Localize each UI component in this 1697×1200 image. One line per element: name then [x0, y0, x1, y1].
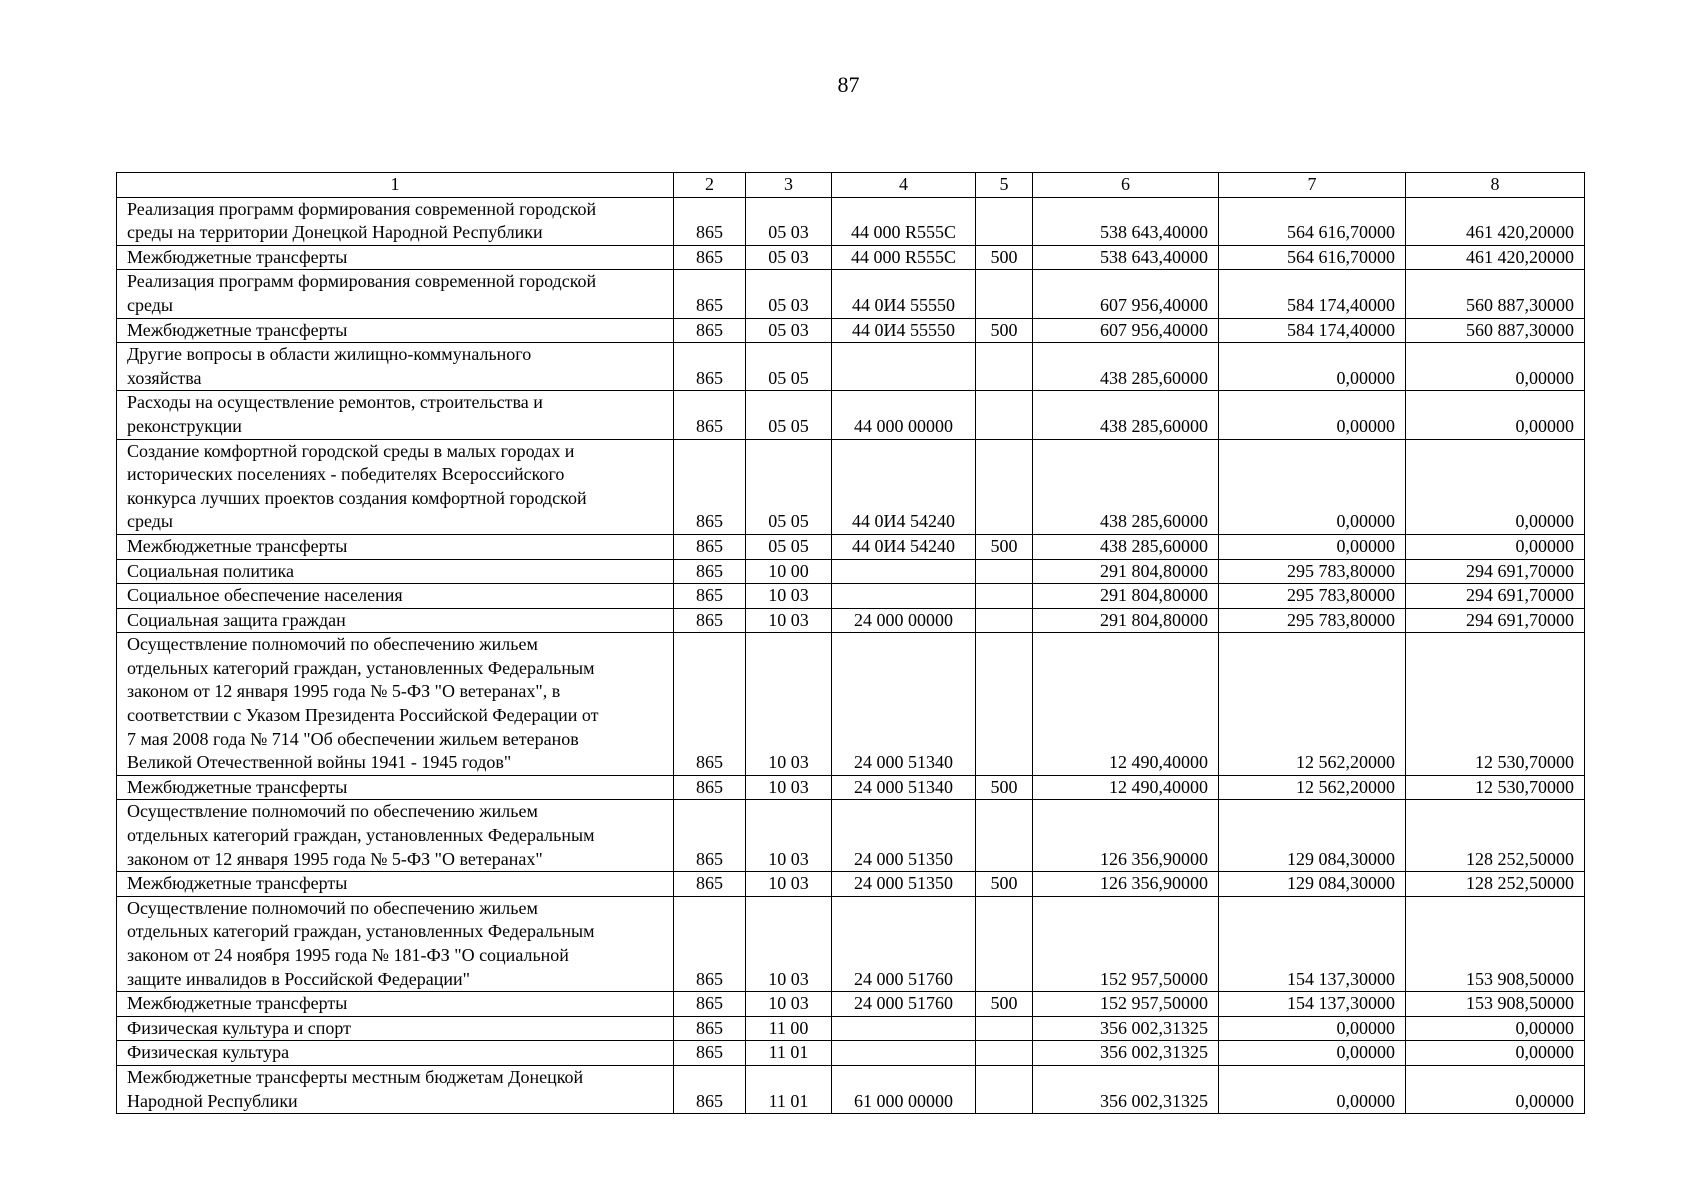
row-grbs-cell: 865 [674, 992, 746, 1017]
row-code-cell: 61 000 00000 [832, 1065, 976, 1113]
table-row [117, 1065, 1585, 1113]
row-name-cell: Межбюджетные трансферты [117, 872, 674, 897]
row-code-cell: 44 0И4 55550 [832, 270, 976, 318]
table-header-row [117, 173, 1585, 198]
row-amount-1-cell: 126 356,90000 [1033, 872, 1219, 897]
row-amount-2-cell: 584 174,40000 [1219, 318, 1406, 343]
row-amount-2-cell: 0,00000 [1219, 1065, 1406, 1113]
table-row [117, 633, 1585, 776]
column-header: 3 [746, 173, 832, 198]
row-name-cell: Осуществление полномочий по обеспечению жильем отдельных категорий граждан, установленных Федеральным законом от 12 января 1995 года № 5-ФЗ "О ветеранах" [117, 800, 674, 872]
row-amount-2-cell: 0,00000 [1219, 391, 1406, 439]
row-code-cell: 44 000 R555C [832, 245, 976, 270]
row-amount-2-cell: 0,00000 [1219, 1016, 1406, 1041]
row-code-cell: 24 000 51350 [832, 800, 976, 872]
row-amount-3-cell: 0,00000 [1406, 343, 1585, 391]
row-name-cell: Другие вопросы в области жилищно-коммунального хозяйства [117, 343, 674, 391]
column-header: 7 [1219, 173, 1406, 198]
row-amount-1-cell: 291 804,80000 [1033, 559, 1219, 584]
row-code-cell: 24 000 51350 [832, 872, 976, 897]
row-name-cell: Социальная защита граждан [117, 608, 674, 633]
table-row [117, 559, 1585, 584]
table-row [117, 245, 1585, 270]
row-section-cell: 05 05 [746, 343, 832, 391]
row-type-cell [976, 896, 1033, 991]
row-grbs-cell: 865 [674, 775, 746, 800]
row-amount-3-cell: 12 530,70000 [1406, 775, 1585, 800]
row-amount-1-cell: 152 957,50000 [1033, 992, 1219, 1017]
row-grbs-cell: 865 [674, 245, 746, 270]
row-amount-1-cell: 126 356,90000 [1033, 800, 1219, 872]
row-type-cell: 500 [976, 318, 1033, 343]
row-amount-3-cell: 0,00000 [1406, 1016, 1585, 1041]
row-code-cell: 24 000 51340 [832, 633, 976, 776]
table-row [117, 343, 1585, 391]
row-amount-3-cell: 560 887,30000 [1406, 318, 1585, 343]
row-grbs-cell: 865 [674, 608, 746, 633]
table-row [117, 391, 1585, 439]
row-amount-2-cell: 12 562,20000 [1219, 633, 1406, 776]
row-section-cell: 10 00 [746, 559, 832, 584]
row-name-cell: Физическая культура и спорт [117, 1016, 674, 1041]
row-type-cell [976, 633, 1033, 776]
row-type-cell [976, 197, 1033, 245]
row-grbs-cell: 865 [674, 559, 746, 584]
row-amount-1-cell: 438 285,60000 [1033, 391, 1219, 439]
row-amount-3-cell: 12 530,70000 [1406, 633, 1585, 776]
table-row [117, 1041, 1585, 1066]
row-type-cell [976, 343, 1033, 391]
row-type-cell [976, 1041, 1033, 1066]
row-grbs-cell: 865 [674, 1065, 746, 1113]
row-name-cell: Межбюджетные трансферты местным бюджетам Донецкой Народной Республики [117, 1065, 674, 1113]
row-amount-3-cell: 294 691,70000 [1406, 559, 1585, 584]
row-section-cell: 10 03 [746, 775, 832, 800]
table-row [117, 270, 1585, 318]
row-section-cell: 05 05 [746, 534, 832, 559]
table-row [117, 608, 1585, 633]
row-grbs-cell: 865 [674, 1041, 746, 1066]
row-grbs-cell: 865 [674, 391, 746, 439]
row-code-cell: 44 0И4 54240 [832, 439, 976, 534]
row-amount-1-cell: 12 490,40000 [1033, 775, 1219, 800]
row-amount-2-cell: 0,00000 [1219, 439, 1406, 534]
table-row [117, 439, 1585, 534]
row-grbs-cell: 865 [674, 872, 746, 897]
row-name-cell: Осуществление полномочий по обеспечению жильем отдельных категорий граждан, установленных Федеральным законом от 24 ноября 1995 года № 181-ФЗ "О социальной защите инвалидов в Российской Федерации" [117, 896, 674, 991]
row-section-cell: 10 03 [746, 896, 832, 991]
row-amount-1-cell: 356 002,31325 [1033, 1041, 1219, 1066]
row-amount-1-cell: 607 956,40000 [1033, 270, 1219, 318]
row-amount-2-cell: 0,00000 [1219, 1041, 1406, 1066]
row-section-cell: 11 01 [746, 1065, 832, 1113]
row-code-cell: 24 000 51340 [832, 775, 976, 800]
row-section-cell: 10 03 [746, 608, 832, 633]
row-section-cell: 11 01 [746, 1041, 832, 1066]
row-type-cell: 500 [976, 534, 1033, 559]
row-section-cell: 05 03 [746, 245, 832, 270]
row-amount-2-cell: 295 783,80000 [1219, 608, 1406, 633]
row-name-cell: Реализация программ формирования современной городской среды [117, 270, 674, 318]
row-amount-1-cell: 152 957,50000 [1033, 896, 1219, 991]
row-type-cell: 500 [976, 872, 1033, 897]
row-grbs-cell: 865 [674, 800, 746, 872]
row-code-cell: 44 000 R555C [832, 197, 976, 245]
row-name-cell: Расходы на осуществление ремонтов, строительства и реконструкции [117, 391, 674, 439]
row-code-cell: 24 000 51760 [832, 896, 976, 991]
row-amount-2-cell: 154 137,30000 [1219, 992, 1406, 1017]
row-amount-1-cell: 438 285,60000 [1033, 343, 1219, 391]
row-grbs-cell: 865 [674, 439, 746, 534]
budget-table [116, 172, 1585, 1114]
row-section-cell: 10 03 [746, 992, 832, 1017]
row-grbs-cell: 865 [674, 1016, 746, 1041]
row-name-cell: Межбюджетные трансферты [117, 245, 674, 270]
row-name-cell: Межбюджетные трансферты [117, 775, 674, 800]
row-grbs-cell: 865 [674, 343, 746, 391]
row-amount-1-cell: 607 956,40000 [1033, 318, 1219, 343]
table-row [117, 896, 1585, 991]
row-code-cell [832, 343, 976, 391]
row-amount-3-cell: 0,00000 [1406, 1041, 1585, 1066]
row-amount-3-cell: 0,00000 [1406, 439, 1585, 534]
row-section-cell: 05 03 [746, 197, 832, 245]
row-type-cell [976, 1016, 1033, 1041]
row-section-cell: 10 03 [746, 633, 832, 776]
row-code-cell [832, 1041, 976, 1066]
row-amount-2-cell: 564 616,70000 [1219, 197, 1406, 245]
table-row [117, 584, 1585, 609]
row-code-cell: 24 000 51760 [832, 992, 976, 1017]
row-amount-2-cell: 154 137,30000 [1219, 896, 1406, 991]
row-section-cell: 10 03 [746, 800, 832, 872]
row-type-cell [976, 391, 1033, 439]
row-section-cell: 10 03 [746, 584, 832, 609]
table-row [117, 872, 1585, 897]
row-amount-3-cell: 461 420,20000 [1406, 197, 1585, 245]
row-section-cell: 10 03 [746, 872, 832, 897]
row-code-cell: 24 000 00000 [832, 608, 976, 633]
row-type-cell: 500 [976, 992, 1033, 1017]
row-type-cell [976, 1065, 1033, 1113]
row-amount-2-cell: 12 562,20000 [1219, 775, 1406, 800]
row-grbs-cell: 865 [674, 633, 746, 776]
row-name-cell: Физическая культура [117, 1041, 674, 1066]
row-type-cell [976, 800, 1033, 872]
row-amount-2-cell: 564 616,70000 [1219, 245, 1406, 270]
row-amount-1-cell: 538 643,40000 [1033, 197, 1219, 245]
row-name-cell: Межбюджетные трансферты [117, 992, 674, 1017]
row-amount-1-cell: 291 804,80000 [1033, 584, 1219, 609]
table-row [117, 1016, 1585, 1041]
row-grbs-cell: 865 [674, 534, 746, 559]
row-amount-1-cell: 12 490,40000 [1033, 633, 1219, 776]
row-section-cell: 05 05 [746, 439, 832, 534]
row-code-cell [832, 559, 976, 584]
row-amount-2-cell: 0,00000 [1219, 343, 1406, 391]
row-amount-2-cell: 295 783,80000 [1219, 584, 1406, 609]
row-code-cell: 44 0И4 54240 [832, 534, 976, 559]
row-amount-1-cell: 438 285,60000 [1033, 439, 1219, 534]
row-amount-1-cell: 291 804,80000 [1033, 608, 1219, 633]
row-name-cell: Социальная политика [117, 559, 674, 584]
table-row [117, 197, 1585, 245]
table-row [117, 775, 1585, 800]
row-amount-3-cell: 560 887,30000 [1406, 270, 1585, 318]
row-grbs-cell: 865 [674, 318, 746, 343]
row-amount-1-cell: 356 002,31325 [1033, 1016, 1219, 1041]
row-type-cell [976, 270, 1033, 318]
row-type-cell: 500 [976, 245, 1033, 270]
row-type-cell: 500 [976, 775, 1033, 800]
row-amount-1-cell: 438 285,60000 [1033, 534, 1219, 559]
row-amount-2-cell: 129 084,30000 [1219, 872, 1406, 897]
row-code-cell: 44 0И4 55550 [832, 318, 976, 343]
row-amount-2-cell: 129 084,30000 [1219, 800, 1406, 872]
table-row [117, 534, 1585, 559]
row-type-cell [976, 608, 1033, 633]
column-header: 1 [117, 173, 674, 198]
row-amount-1-cell: 356 002,31325 [1033, 1065, 1219, 1113]
column-header: 4 [832, 173, 976, 198]
row-amount-3-cell: 0,00000 [1406, 391, 1585, 439]
row-grbs-cell: 865 [674, 197, 746, 245]
row-name-cell: Межбюджетные трансферты [117, 318, 674, 343]
row-type-cell [976, 439, 1033, 534]
row-amount-3-cell: 153 908,50000 [1406, 992, 1585, 1017]
row-amount-3-cell: 0,00000 [1406, 534, 1585, 559]
row-code-cell: 44 000 00000 [832, 391, 976, 439]
row-section-cell: 05 03 [746, 270, 832, 318]
row-amount-3-cell: 461 420,20000 [1406, 245, 1585, 270]
column-header: 6 [1033, 173, 1219, 198]
row-code-cell [832, 584, 976, 609]
row-amount-3-cell: 294 691,70000 [1406, 584, 1585, 609]
row-name-cell: Осуществление полномочий по обеспечению жильем отдельных категорий граждан, установленных Федеральным законом от 12 января 1995 года № 5-ФЗ "О ветеранах", в соответствии с Указом Президента Российской Федерации от 7 мая 2008 года № 714 "Об обеспечении жильем ветеранов Великой Отечественной войны 1941 - 1945 годов" [117, 633, 674, 776]
row-amount-2-cell: 584 174,40000 [1219, 270, 1406, 318]
row-name-cell: Межбюджетные трансферты [117, 534, 674, 559]
row-name-cell: Реализация программ формирования современной городской среды на территории Донецкой Народной Республики [117, 197, 674, 245]
row-grbs-cell: 865 [674, 584, 746, 609]
column-header: 8 [1406, 173, 1585, 198]
row-section-cell: 05 05 [746, 391, 832, 439]
row-amount-3-cell: 294 691,70000 [1406, 608, 1585, 633]
row-amount-3-cell: 128 252,50000 [1406, 872, 1585, 897]
row-section-cell: 05 03 [746, 318, 832, 343]
page-number: 87 [837, 72, 860, 97]
row-code-cell [832, 1016, 976, 1041]
row-name-cell: Социальное обеспечение населения [117, 584, 674, 609]
row-amount-2-cell: 295 783,80000 [1219, 559, 1406, 584]
row-amount-1-cell: 538 643,40000 [1033, 245, 1219, 270]
table-row [117, 800, 1585, 872]
row-grbs-cell: 865 [674, 270, 746, 318]
table-row [117, 992, 1585, 1017]
column-header: 5 [976, 173, 1033, 198]
row-type-cell [976, 559, 1033, 584]
row-amount-3-cell: 153 908,50000 [1406, 896, 1585, 991]
row-type-cell [976, 584, 1033, 609]
row-amount-3-cell: 0,00000 [1406, 1065, 1585, 1113]
row-grbs-cell: 865 [674, 896, 746, 991]
column-header: 2 [674, 173, 746, 198]
row-name-cell: Создание комфортной городской среды в малых городах и исторических поселениях - победителях Всероссийского конкурса лучших проектов создания комфортной городской среды [117, 439, 674, 534]
row-amount-2-cell: 0,00000 [1219, 534, 1406, 559]
row-section-cell: 11 00 [746, 1016, 832, 1041]
table-row [117, 318, 1585, 343]
row-amount-3-cell: 128 252,50000 [1406, 800, 1585, 872]
